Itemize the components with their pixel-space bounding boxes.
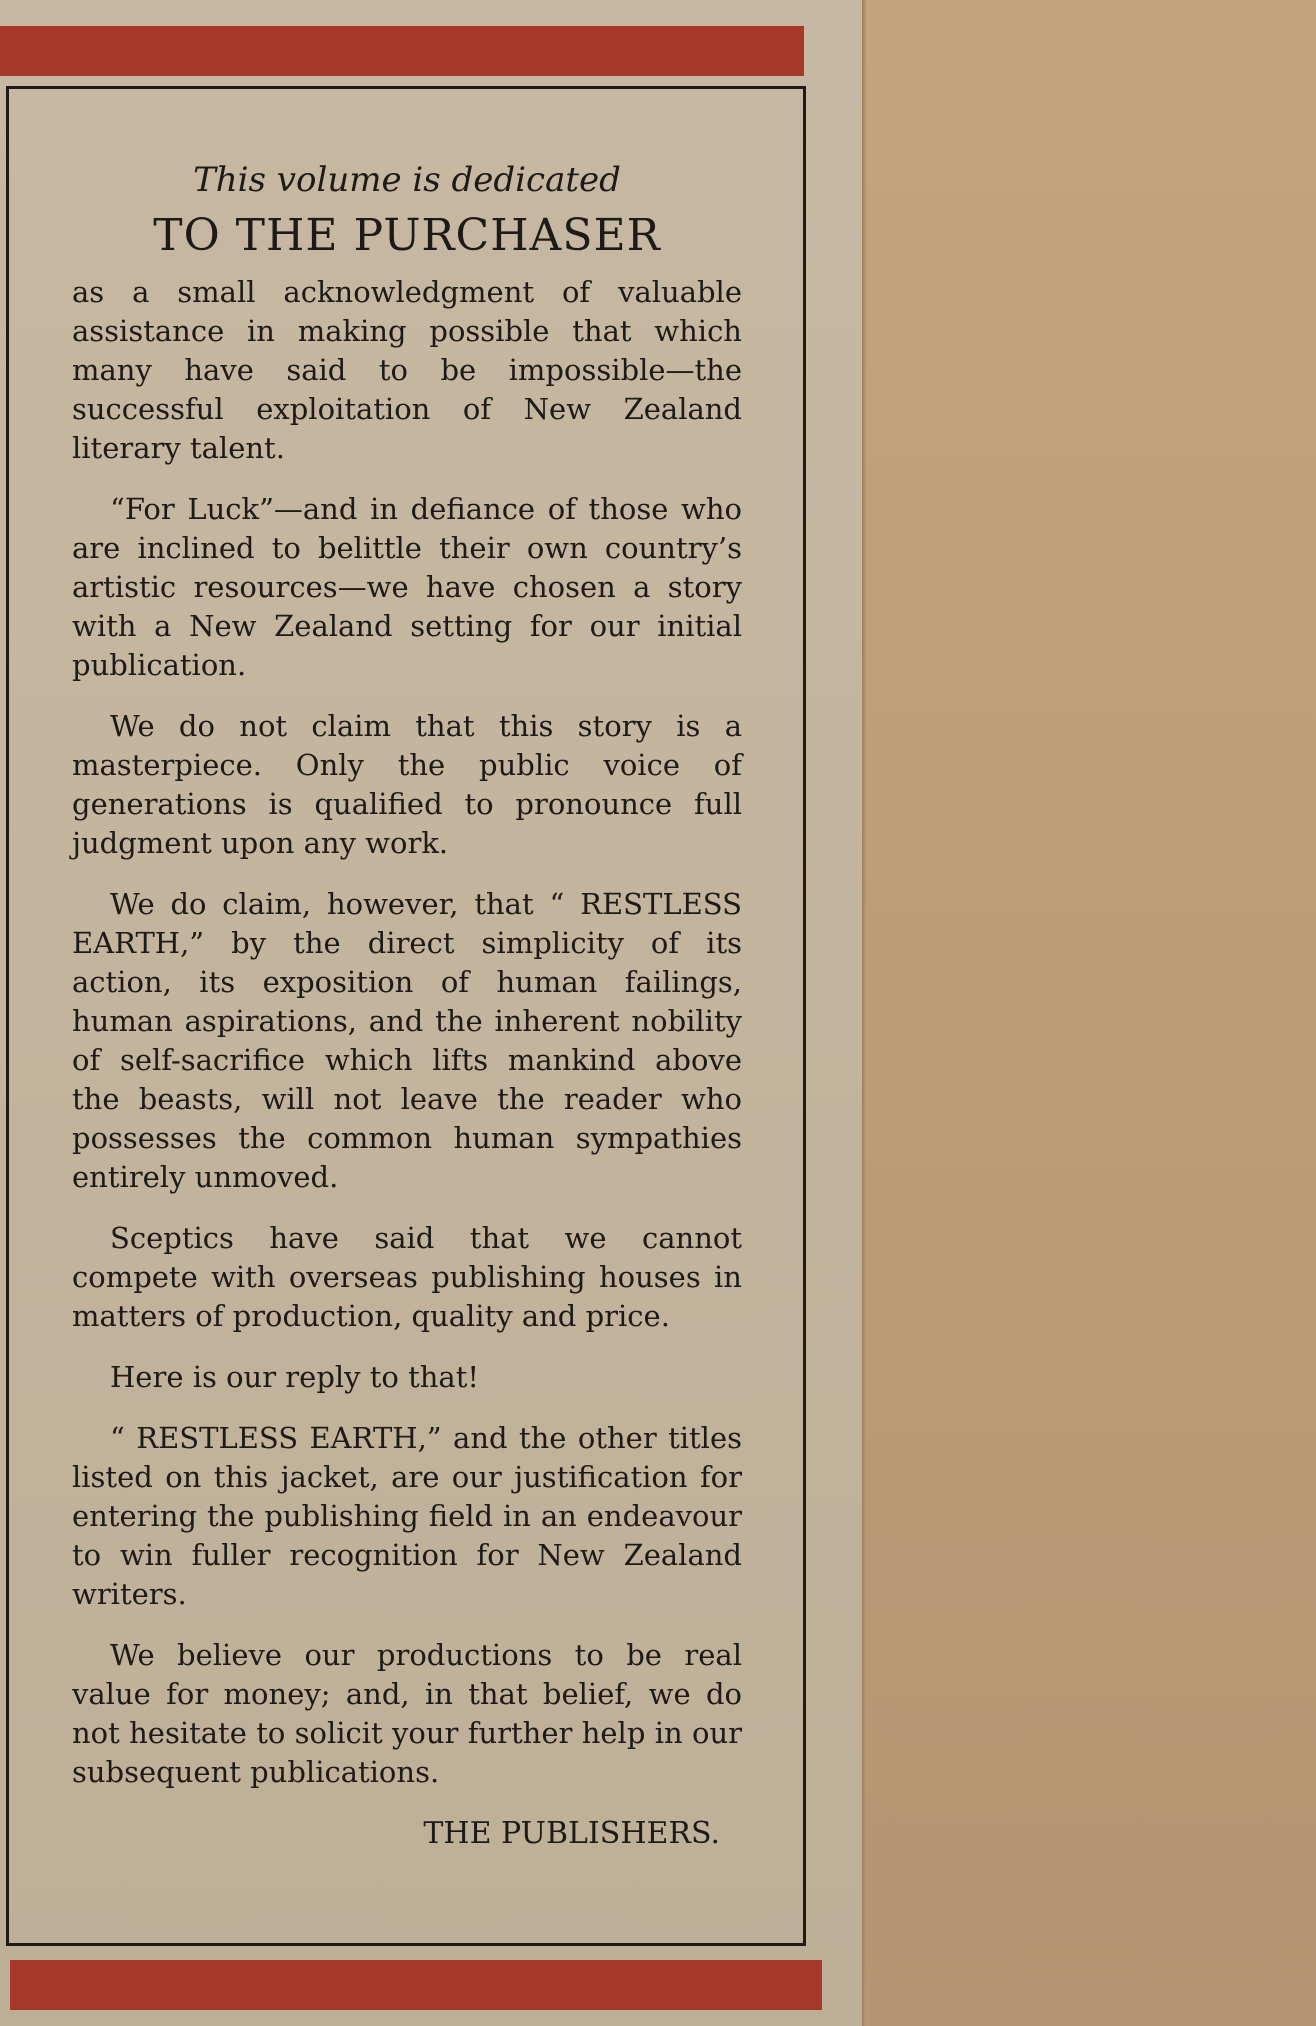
dedication-content [72,160,742,1851]
paragraph-3: We do not claim that this story is a masterpiece. Only the public voice of generations is qualified to pronounce full judgment upon any work. [72,709,742,860]
publisher-signature: THE PUBLISHERS. [423,1816,720,1851]
paragraph-7: “ RESTLESS EARTH,” and the other titles listed on this jacket, are our justification for entering the publishing field in an endeavour to win fuller recognition for New Zealand writers. [72,1421,742,1611]
paragraph-4: We do claim, however, that “ RESTLESS EARTH,” by the direct simplicity of its action, its exposition of human failings, human aspirations, and the inherent nobility of self-sacrifice which lifts mankind above the beasts, will not leave the reader who possesses the common human sympathies entirely unmoved. [72,887,742,1194]
dedication-heading: TO THE PURCHASER [153,210,661,261]
paragraph-8: We believe our productions to be real value for money; and, in that belief, we do not hesitate to solicit your further help in our subsequent publications. [72,1638,742,1789]
top-red-band [0,26,804,76]
paragraph-6: Here is our reply to that! [110,1360,480,1394]
jacket-flap-panel [864,0,1316,2026]
paragraph-2: “For Luck”—and in defiance of those who are inclined to belittle their own country’s artistic resources—we have chosen a story with a New Zealand setting for our initial publication. [72,492,742,682]
dedication-line: This volume is dedicated [193,160,621,200]
paragraph-5: Sceptics have said that we cannot compete with overseas publishing houses in matters of production, quality and price. [72,1221,742,1333]
paragraph-1: as a small acknowledgment of valuable assistance in making possible that which many have said to be impossible—the successful exploitation of New Zealand literary talent. [72,275,742,465]
bottom-red-band [10,1960,822,2010]
